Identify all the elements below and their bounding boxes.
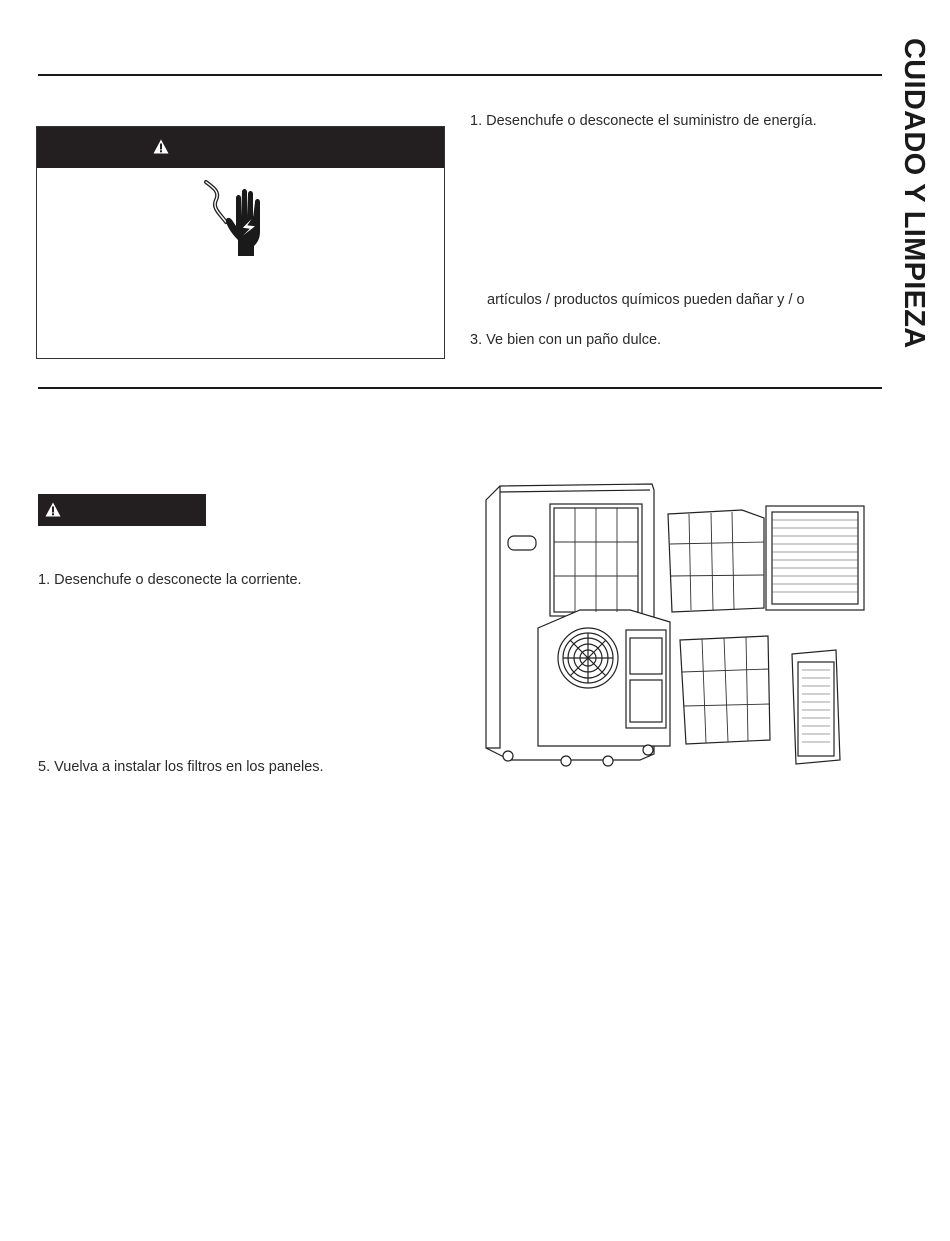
step-5-reinstall-filters: 5. Vuelva a instalar los filtros en los paneles.: [38, 759, 324, 775]
warning-header-bar-2: [38, 494, 206, 526]
air-conditioner-filters-illustration: [480, 478, 900, 773]
step-1-unplug-power: 1. Desenchufe o desconecte el suministro de energía.: [470, 113, 817, 129]
step-chemicals-warning: artículos / productos químicos pueden dañar y / o: [487, 292, 805, 308]
step-1-unplug: 1. Desenchufe o desconecte la corriente.: [38, 572, 302, 588]
side-title: [897, 38, 947, 398]
warning-header-bar: [37, 127, 444, 168]
side-title-text: CUIDADO Y LIMPIEZA: [898, 38, 930, 349]
section-divider-middle: [38, 387, 882, 389]
step-3-wipe-cloth: 3. Ve bien con un paño dulce.: [470, 332, 662, 348]
warning-triangle-icon: [153, 139, 169, 154]
section-divider-top: [38, 74, 882, 76]
warning-triangle-icon: [45, 502, 61, 517]
electric-shock-hand-icon: [198, 178, 276, 258]
